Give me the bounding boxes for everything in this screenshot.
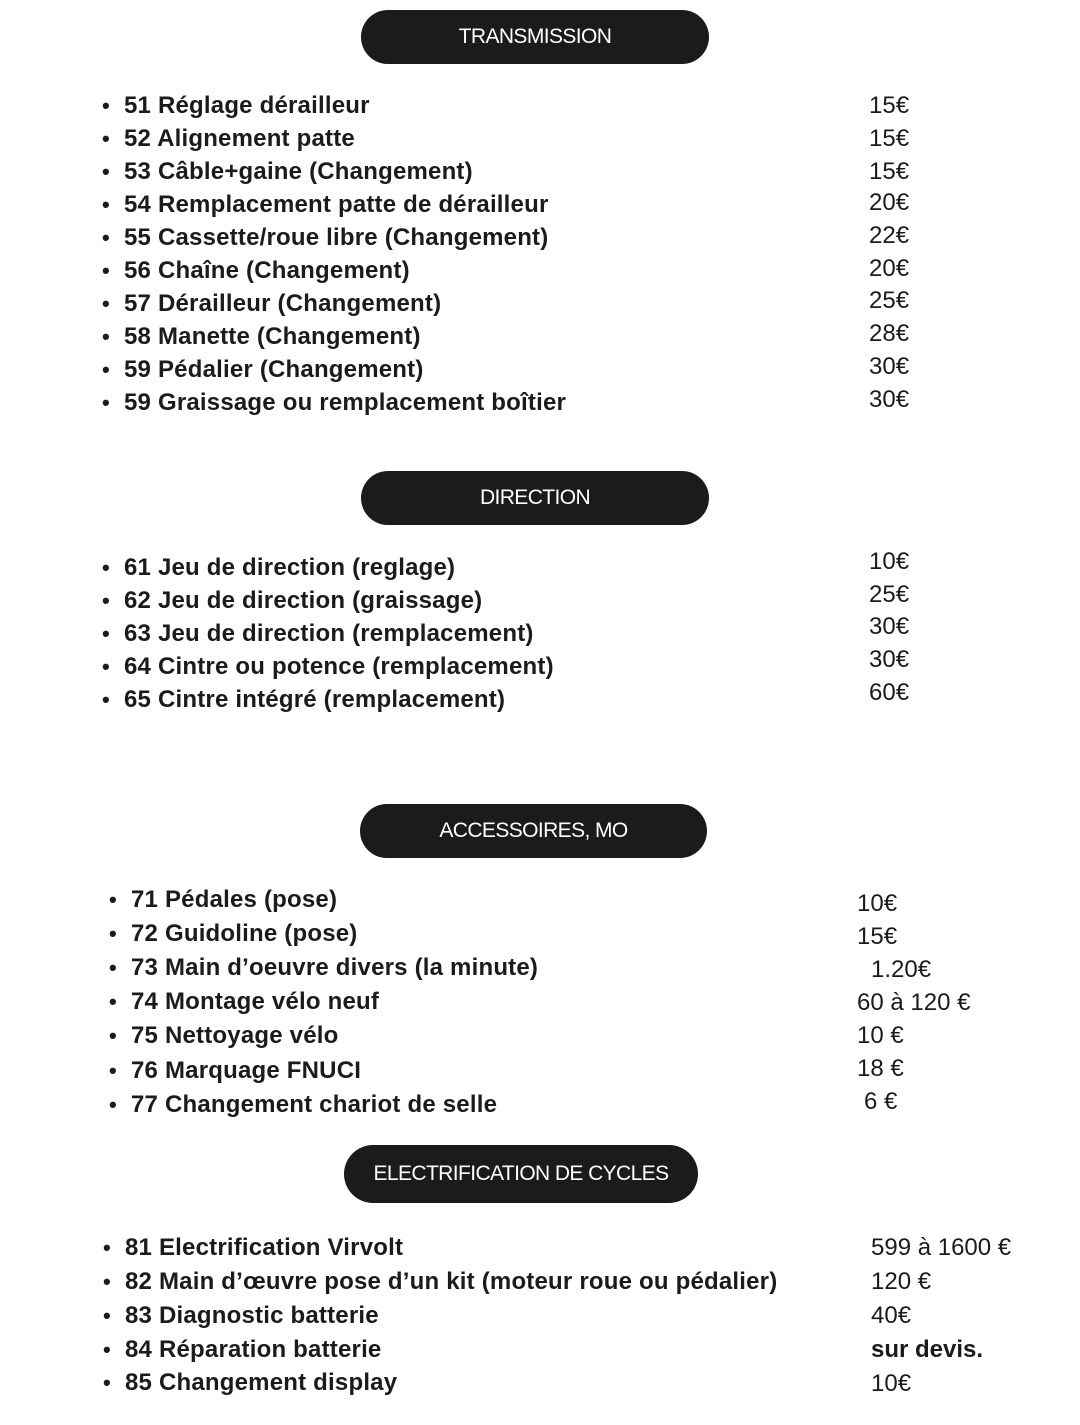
item-label: 72 Guidoline (pose) xyxy=(131,920,358,947)
item-label: 58 Manette (Changement) xyxy=(124,323,421,350)
section-header-transmission: TRANSMISSION xyxy=(361,10,709,64)
item-label: 64 Cintre ou potence (remplacement) xyxy=(124,653,554,680)
list-item xyxy=(103,1233,404,1263)
item-price: 30€ xyxy=(869,613,910,640)
item-price: 30€ xyxy=(869,646,910,673)
section-header-direction: DIRECTION xyxy=(361,471,709,525)
item-price: 15€ xyxy=(869,158,910,185)
bullet-icon: • xyxy=(103,1269,111,1294)
item-price: 25€ xyxy=(869,581,910,608)
item-label: 76 Marquage FNUCI xyxy=(131,1057,362,1084)
bullet-icon: • xyxy=(102,159,110,184)
list-item xyxy=(109,1021,339,1051)
list-item xyxy=(109,1090,498,1120)
bullet-icon: • xyxy=(102,357,110,382)
bullet-icon: • xyxy=(102,555,110,580)
list-item xyxy=(102,685,506,715)
item-price: 60€ xyxy=(869,679,910,706)
list-item xyxy=(102,91,370,121)
item-price: 18 € xyxy=(857,1055,904,1082)
item-price: 20€ xyxy=(869,255,910,282)
item-price: sur devis. xyxy=(871,1336,984,1363)
bullet-icon: • xyxy=(102,258,110,283)
list-item xyxy=(103,1335,382,1365)
item-price: 599 à 1600 € xyxy=(871,1234,1012,1261)
bullet-icon: • xyxy=(103,1235,111,1260)
item-label: 83 Diagnostic batterie xyxy=(125,1302,379,1329)
list-item xyxy=(109,1056,362,1086)
item-price: 15€ xyxy=(869,125,910,152)
list-item xyxy=(102,322,421,352)
item-label: 61 Jeu de direction (reglage) xyxy=(124,554,456,581)
item-label: 85 Changement display xyxy=(125,1369,398,1396)
item-label: 71 Pédales (pose) xyxy=(131,886,338,913)
bullet-icon: • xyxy=(109,989,117,1014)
item-label: 63 Jeu de direction (remplacement) xyxy=(124,620,534,647)
item-price: 10€ xyxy=(871,1370,912,1397)
bullet-icon: • xyxy=(102,654,110,679)
item-price: 120 € xyxy=(871,1268,932,1295)
bullet-icon: • xyxy=(109,1023,117,1048)
item-label: 54 Remplacement patte de dérailleur xyxy=(124,191,549,218)
item-price: 10 € xyxy=(857,1022,904,1049)
list-item xyxy=(102,256,410,286)
bullet-icon: • xyxy=(102,324,110,349)
list-item xyxy=(109,953,539,983)
list-item xyxy=(102,223,549,253)
list-item xyxy=(102,586,483,616)
section-header-electrification: ELECTRIFICATION DE CYCLES xyxy=(344,1145,698,1203)
item-price: 25€ xyxy=(869,287,910,314)
item-label: 65 Cintre intégré (remplacement) xyxy=(124,686,506,713)
section-header-accessoires: ACCESSOIRES, MO xyxy=(360,804,707,858)
bullet-icon: • xyxy=(109,887,117,912)
list-item xyxy=(102,652,554,682)
bullet-icon: • xyxy=(102,291,110,316)
list-item xyxy=(102,553,456,583)
item-label: 81 Electrification Virvolt xyxy=(125,1234,404,1261)
bullet-icon: • xyxy=(109,955,117,980)
list-item xyxy=(102,289,442,319)
item-price: 20€ xyxy=(869,189,910,216)
bullet-icon: • xyxy=(102,93,110,118)
bullet-icon: • xyxy=(102,621,110,646)
item-price: 30€ xyxy=(869,386,910,413)
item-label: 52 Alignement patte xyxy=(124,125,355,152)
item-label: 57 Dérailleur (Changement) xyxy=(124,290,442,317)
list-item xyxy=(103,1267,778,1297)
list-item xyxy=(103,1368,398,1398)
item-label: 53 Câble+gaine (Changement) xyxy=(124,158,473,185)
item-label: 59 Graissage ou remplacement boîtier xyxy=(124,389,567,416)
bullet-icon: • xyxy=(109,1058,117,1083)
item-price: 15€ xyxy=(857,923,898,950)
list-item xyxy=(102,190,549,220)
bullet-icon: • xyxy=(102,126,110,151)
item-price: 28€ xyxy=(869,320,910,347)
item-label: 75 Nettoyage vélo xyxy=(131,1022,339,1049)
bullet-icon: • xyxy=(102,192,110,217)
item-price: 1.20€ xyxy=(871,956,932,983)
item-label: 62 Jeu de direction (graissage) xyxy=(124,587,483,614)
item-label: 59 Pédalier (Changement) xyxy=(124,356,424,383)
item-price: 10€ xyxy=(857,890,898,917)
item-price: 40€ xyxy=(871,1302,912,1329)
item-label: 55 Cassette/roue libre (Changement) xyxy=(124,224,549,251)
list-item xyxy=(102,388,567,418)
list-item xyxy=(102,619,534,649)
item-label: 77 Changement chariot de selle xyxy=(131,1091,498,1118)
item-price: 30€ xyxy=(869,353,910,380)
list-item xyxy=(102,124,355,154)
item-price: 22€ xyxy=(869,222,910,249)
item-price: 60 à 120 € xyxy=(857,989,971,1016)
bullet-icon: • xyxy=(103,1370,111,1395)
item-label: 51 Réglage dérailleur xyxy=(124,92,370,119)
item-price: 10€ xyxy=(869,548,910,575)
list-item xyxy=(109,885,338,915)
item-price: 15€ xyxy=(869,92,910,119)
item-label: 82 Main d’œuvre pose d’un kit (moteur roue ou pédalier) xyxy=(125,1268,778,1295)
list-item xyxy=(109,919,358,949)
bullet-icon: • xyxy=(109,921,117,946)
bullet-icon: • xyxy=(103,1337,111,1362)
list-item xyxy=(102,157,473,187)
item-price: 6 € xyxy=(864,1088,898,1115)
bullet-icon: • xyxy=(102,390,110,415)
bullet-icon: • xyxy=(102,588,110,613)
bullet-icon: • xyxy=(102,687,110,712)
item-label: 84 Réparation batterie xyxy=(125,1336,382,1363)
item-label: 73 Main d’oeuvre divers (la minute) xyxy=(131,954,539,981)
item-label: 74 Montage vélo neuf xyxy=(131,988,380,1015)
bullet-icon: • xyxy=(109,1092,117,1117)
list-item xyxy=(102,355,424,385)
bullet-icon: • xyxy=(102,225,110,250)
bullet-icon: • xyxy=(103,1303,111,1328)
item-label: 56 Chaîne (Changement) xyxy=(124,257,410,284)
list-item xyxy=(103,1301,379,1331)
list-item xyxy=(109,987,380,1017)
